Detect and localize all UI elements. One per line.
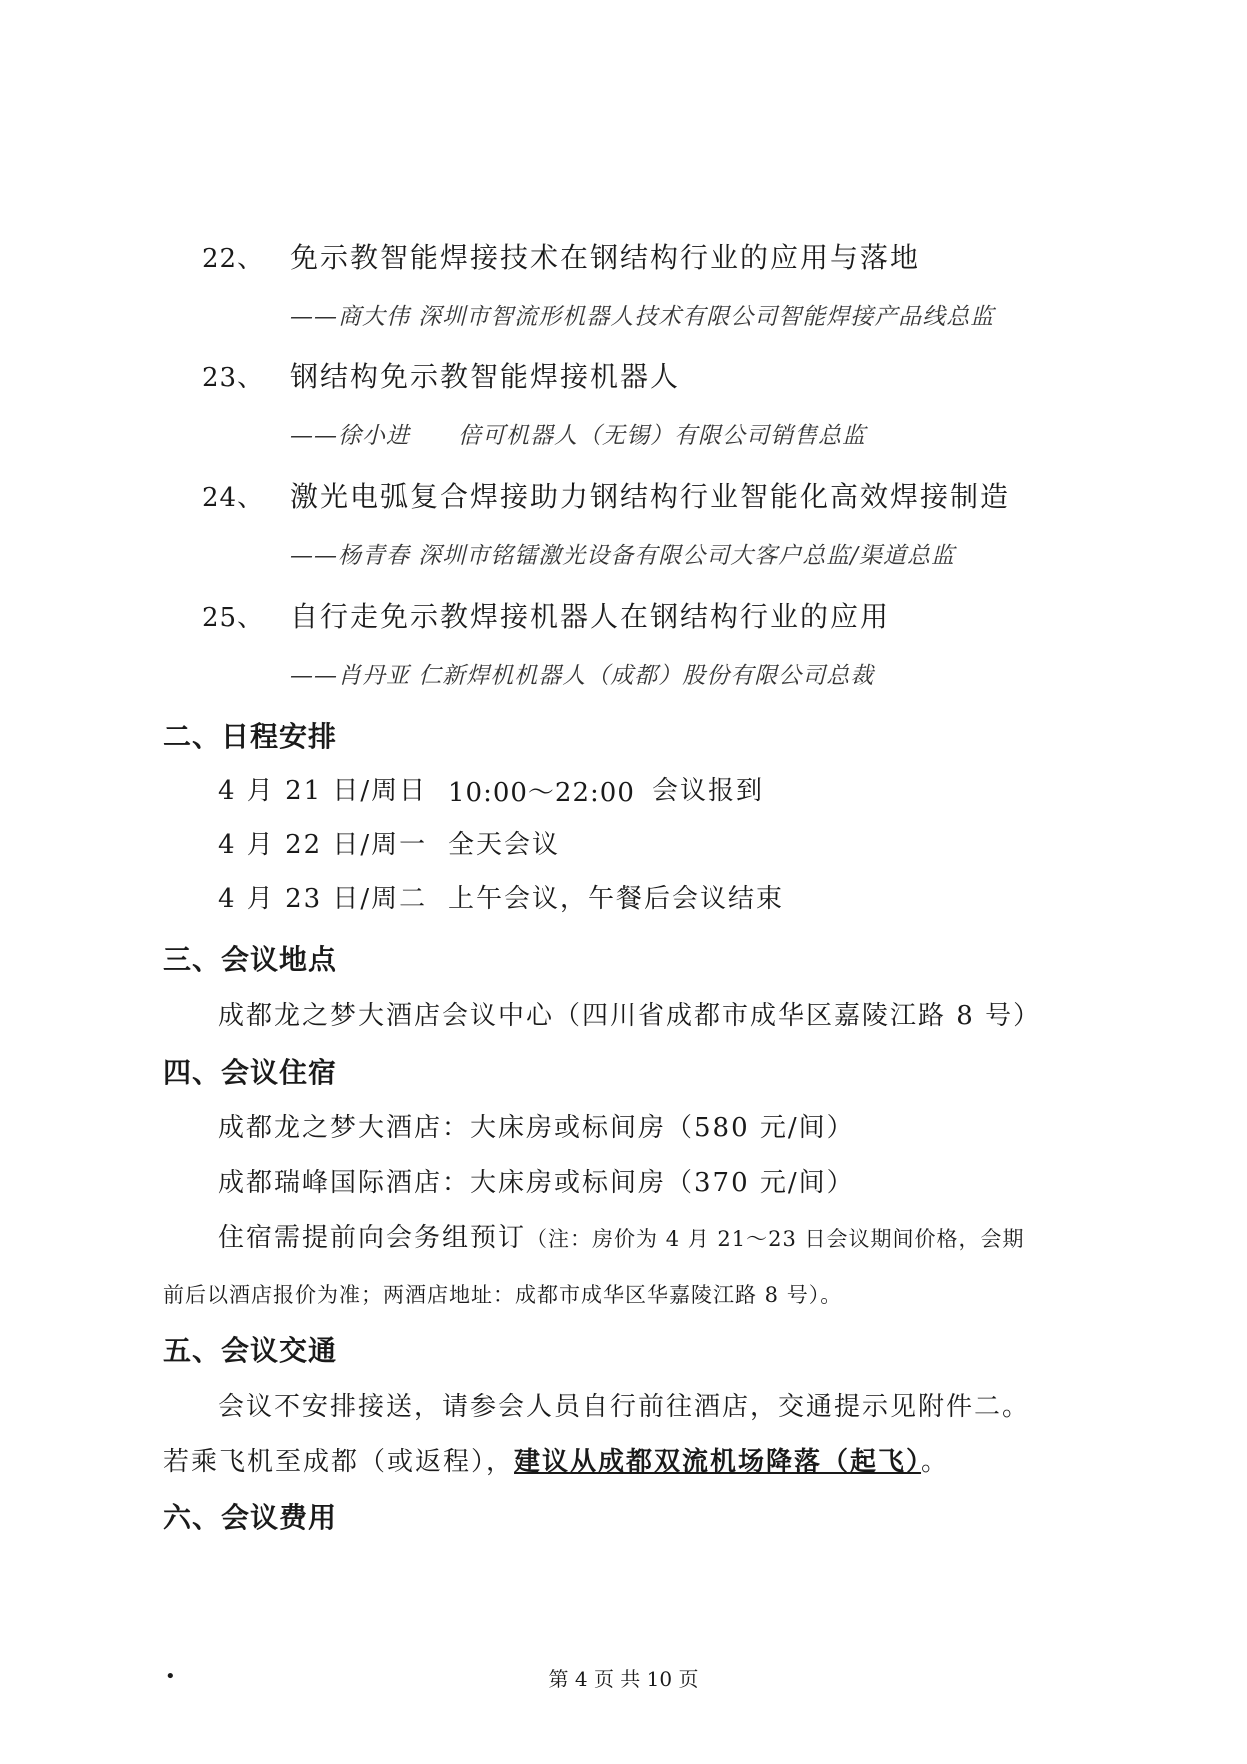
transport-airport-advice: 建议从成都双流机场降落（起飞） [514,1447,922,1477]
lodging-hotel-1: 成都龙之梦大酒店：大床房或标间房（580 元/间） [218,1113,855,1143]
footer-bullet: • [165,1666,176,1687]
lodging-hotel-2: 成都瑞峰国际酒店：大床房或标间房（370 元/间） [218,1168,855,1198]
talk-23-number: 23、 [202,363,265,393]
schedule-date-3: 4 月 23 日/周二 [218,884,428,914]
transport-line-1: 会议不安排接送，请参会人员自行前往酒店，交通提示见附件二。 [218,1392,1031,1422]
schedule-heading: 二、日程安排 [163,720,338,753]
schedule-event-1: 会议报到 [652,776,765,806]
talk-24-speaker: ——杨青春 深圳市铭镭激光设备有限公司大客户总监/渠道总监 [290,543,956,569]
schedule-time-1: 10:00～22:00 [448,778,635,808]
schedule-date-1: 4 月 21 日/周日 [218,776,428,806]
talk-22-number: 22、 [202,244,265,274]
page-number: 第 4 页 共 10 页 [548,1667,699,1691]
schedule-event-3: 上午会议，午餐后会议结束 [448,884,785,914]
talk-23-title: 钢结构免示教智能焊接机器人 [290,360,681,393]
transport-line-2-suffix: 。 [921,1447,950,1477]
talk-25-number: 25、 [202,603,265,633]
transport-heading: 五、会议交通 [163,1334,338,1367]
talk-25-title: 自行走免示教焊接机器人在钢结构行业的应用 [290,600,891,633]
talk-23-speaker: ——徐小进 倍可机器人（无锡）有限公司销售总监 [290,423,866,449]
schedule-date-2: 4 月 22 日/周一 [218,830,428,860]
talk-24-title: 激光电弧复合焊接助力钢结构行业智能化高效焊接制造 [290,480,1011,513]
talk-25-speaker: ——肖丹亚 仁新焊机机器人（成都）股份有限公司总裁 [290,663,875,689]
fees-heading: 六、会议费用 [163,1501,338,1534]
venue-heading: 三、会议地点 [163,943,338,976]
talk-22-speaker: ——商大伟 深圳市智流形机器人技术有限公司智能焊接产品线总监 [290,304,995,330]
lodging-heading: 四、会议住宿 [163,1056,338,1089]
lodging-note-small: （注：房价为 4 月 21～23 日会议期间价格，会期 [526,1227,1025,1251]
transport-line-2-prefix: 若乘飞机至成都（或返程）， [163,1447,515,1477]
lodging-note-main: 住宿需提前向会务组预订 [218,1223,527,1253]
venue-text: 成都龙之梦大酒店会议中心（四川省成都市成华区嘉陵江路 8 号） [218,1001,1042,1031]
talk-24-number: 24、 [202,483,265,513]
lodging-note-line-2: 前后以酒店报价为准；两酒店地址：成都市成华区华嘉陵江路 8 号）。 [163,1283,843,1307]
lodging-note-line-1 [218,1217,1025,1254]
transport-line-2 [163,1441,949,1478]
schedule-event-2: 全天会议 [448,830,561,860]
talk-22-title: 免示教智能焊接技术在钢结构行业的应用与落地 [290,241,921,274]
